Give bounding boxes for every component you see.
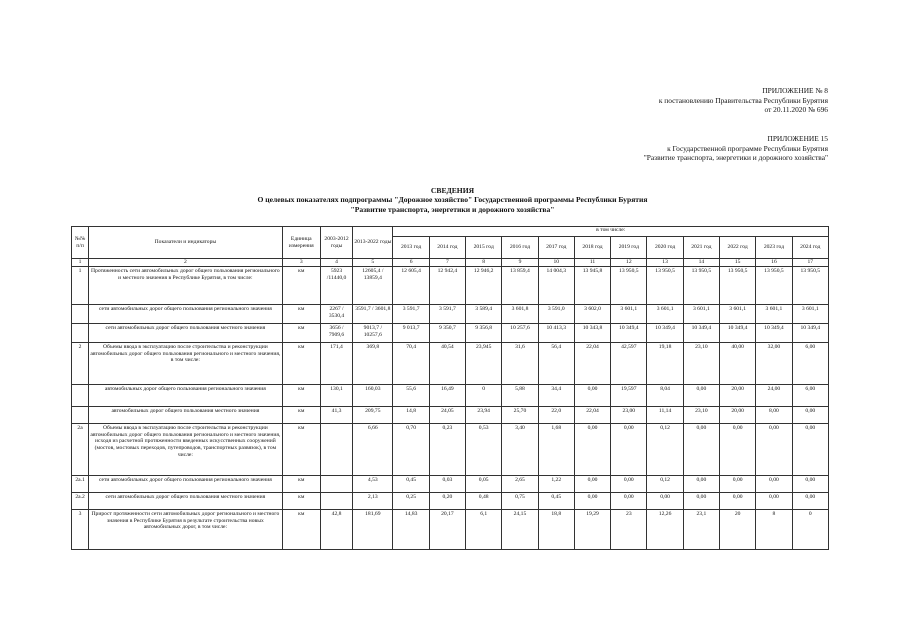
column-number: 1 — [72, 259, 89, 267]
year-value: 10 343,8 — [574, 324, 610, 343]
year-value: 0,00 — [792, 476, 828, 493]
year-value: 40,54 — [429, 343, 465, 385]
unit-cell: км — [282, 424, 320, 476]
period-2003-2012-value — [320, 476, 352, 493]
period-2013-2022-value: 3591,7 / 3601,8 — [353, 305, 393, 324]
header-year: 2013 год — [393, 237, 429, 259]
year-value: 23,10 — [683, 343, 719, 385]
column-number: 11 — [574, 259, 610, 267]
appendix-8-block — [659, 86, 828, 115]
column-number: 13 — [647, 259, 683, 267]
unit-cell: км — [282, 407, 320, 424]
year-value: 40,00 — [720, 343, 756, 385]
year-value: 0,45 — [538, 493, 574, 510]
year-value: 13 945,8 — [574, 267, 610, 305]
period-2003-2012-value: 3656 / 7909,6 — [320, 324, 352, 343]
indicator-name: Объемы ввода в эксплуатацию после строительства и реконструкции автомобильных дорог общего пользования регионального и местного значения, исходя из расчетной протяженности введенных искусственных сооружений (мостов, мостовых переходов, путепроводов, транспортных развязок), в том числе: — [89, 424, 283, 476]
appendix-8-reference: к постановлению Правительства Республики Бурятия — [658, 95, 828, 105]
period-2013-2022-value: 2,13 — [353, 493, 393, 510]
period-2003-2012-value — [320, 493, 352, 510]
header-year: 2016 год — [502, 237, 538, 259]
unit-cell: км — [282, 267, 320, 305]
period-2013-2022-value: 4,53 — [353, 476, 393, 493]
year-value: 20 — [720, 510, 756, 550]
year-value: 3 589,4 — [466, 305, 502, 324]
row-number — [72, 385, 89, 407]
year-value: 8,04 — [647, 385, 683, 407]
year-value: 0,00 — [792, 493, 828, 510]
year-value: 8,00 — [756, 407, 792, 424]
year-value: 8 — [756, 510, 792, 550]
year-value: 0,12 — [647, 424, 683, 476]
unit-cell: км — [282, 385, 320, 407]
year-value: 0,00 — [574, 385, 610, 407]
year-value: 0,00 — [574, 493, 610, 510]
column-number: 16 — [756, 259, 792, 267]
year-value: 10 349,4 — [647, 324, 683, 343]
year-value: 0,75 — [502, 493, 538, 510]
year-value: 0,00 — [683, 476, 719, 493]
table-row — [72, 476, 829, 493]
year-value: 14 004,3 — [538, 267, 574, 305]
header-year: 2019 год — [611, 237, 647, 259]
year-value: 23,1 — [683, 510, 719, 550]
year-value: 12 946,2 — [466, 267, 502, 305]
table-row — [72, 324, 829, 343]
unit-cell: км — [282, 476, 320, 493]
year-value: 19,29 — [574, 510, 610, 550]
appendix-15-title: ПРИЛОЖЕНИЕ 15 — [767, 134, 828, 143]
period-2013-2022-value: 209,75 — [353, 407, 393, 424]
row-number: 2а.2 — [72, 493, 89, 510]
column-number: 4 — [320, 259, 352, 267]
period-2003-2012-value: 171,4 — [320, 343, 352, 385]
table-row — [72, 343, 829, 385]
unit-cell: км — [282, 510, 320, 550]
year-value: 0,48 — [466, 493, 502, 510]
year-value: 24,05 — [429, 407, 465, 424]
header-including: в том числе: — [393, 227, 829, 237]
year-value: 3 602,0 — [574, 305, 610, 324]
unit-cell: км — [282, 343, 320, 385]
indicator-name: автомобильных дорог общего пользования местного значения — [89, 407, 283, 424]
year-value: 9 356,8 — [466, 324, 502, 343]
period-2013-2022-value: 12605,4 / 13859,4 — [353, 267, 393, 305]
appendix-15-program: "Развитие транспорта, энергетики и дорожного хозяйства" — [643, 153, 828, 163]
year-value: 13 950,5 — [683, 267, 719, 305]
year-value: 10 349,4 — [611, 324, 647, 343]
title-line-1: О целевых показателях подпрограммы "Дорожное хозяйство" Государственной программы Республики Бурятия — [257, 195, 648, 205]
year-value: 5,88 — [502, 385, 538, 407]
table-row — [72, 424, 829, 476]
table-body — [72, 267, 829, 550]
header-year: 2023 год — [756, 237, 792, 259]
year-value: 0 — [466, 385, 502, 407]
year-value: 0,00 — [574, 476, 610, 493]
year-value: 18,8 — [538, 510, 574, 550]
year-value: 0,53 — [466, 424, 502, 476]
unit-cell: км — [282, 493, 320, 510]
column-number: 17 — [792, 259, 828, 267]
year-value: 10 349,4 — [792, 324, 828, 343]
header-year: 2018 год — [574, 237, 610, 259]
year-value: 23,10 — [683, 407, 719, 424]
year-value: 22,0 — [538, 407, 574, 424]
title-line-2: "Развитие транспорта, энергетики и дорожного хозяйства" — [350, 204, 555, 214]
period-2013-2022-value: 369,8 — [353, 343, 393, 385]
year-value: 20,17 — [429, 510, 465, 550]
year-value: 32,00 — [756, 343, 792, 385]
year-value: 13 950,5 — [611, 267, 647, 305]
year-value: 10 349,4 — [720, 324, 756, 343]
period-2013-2022-value: 6,66 — [353, 424, 393, 476]
row-number: 1 — [72, 267, 89, 305]
column-number: 7 — [429, 259, 465, 267]
table-row — [72, 510, 829, 550]
table-row — [72, 385, 829, 407]
year-value: 1,68 — [538, 424, 574, 476]
year-value: 0,00 — [683, 493, 719, 510]
column-number: 9 — [502, 259, 538, 267]
year-value: 2,65 — [502, 476, 538, 493]
year-value: 22,04 — [574, 407, 610, 424]
indicator-name: Протяженность сети автомобильных дорог общего пользования регионального и местного значения в Республике Бурятия, в том числе: — [89, 267, 283, 305]
year-value: 10 349,4 — [683, 324, 719, 343]
year-value: 0,00 — [574, 424, 610, 476]
year-value: 19,597 — [611, 385, 647, 407]
header-year: 2022 год — [720, 237, 756, 259]
document-title — [0, 186, 905, 214]
year-value: 0,00 — [720, 424, 756, 476]
year-value: 56,4 — [538, 343, 574, 385]
year-value: 23,00 — [611, 407, 647, 424]
year-value: 3 601,1 — [792, 305, 828, 324]
header-year: 2021 год — [683, 237, 719, 259]
year-value: 0,00 — [792, 407, 828, 424]
indicator-name: Объемы ввода в эксплуатацию после строительства и реконструкции автомобильных дорог общего пользования регионального и местного значения, в том числе: — [89, 343, 283, 385]
indicator-name: сети автомобильных дорог общего пользования регионального значения — [89, 476, 283, 493]
year-value: 20,00 — [720, 407, 756, 424]
period-2013-2022-value: 181,69 — [353, 510, 393, 550]
year-value: 34,4 — [538, 385, 574, 407]
unit-cell: км — [282, 324, 320, 343]
year-value: 13 950,5 — [756, 267, 792, 305]
year-value: 0,70 — [393, 424, 429, 476]
year-value: 14,8 — [393, 407, 429, 424]
period-2003-2012-value: 5923 /11440,0 — [320, 267, 352, 305]
year-value: 3 591,7 — [429, 305, 465, 324]
year-value: 25,70 — [502, 407, 538, 424]
column-number: 5 — [353, 259, 393, 267]
indicators-table — [71, 226, 829, 550]
period-2003-2012-value: 41,3 — [320, 407, 352, 424]
row-number — [72, 407, 89, 424]
year-value: 3 601,8 — [502, 305, 538, 324]
column-number: 6 — [393, 259, 429, 267]
row-number — [72, 324, 89, 343]
year-value: 10 349,4 — [756, 324, 792, 343]
year-value: 3 591,0 — [538, 305, 574, 324]
appendix-15-reference: к Государственной программе Республики Бурятия — [667, 143, 828, 153]
year-value: 3 601,1 — [611, 305, 647, 324]
year-value: 3 601,1 — [756, 305, 792, 324]
period-2003-2012-value: 2267 / 3530,4 — [320, 305, 352, 324]
year-value: 23 — [611, 510, 647, 550]
year-value: 13 950,5 — [647, 267, 683, 305]
header-year: 2024 год — [792, 237, 828, 259]
year-value: 0,00 — [756, 476, 792, 493]
year-value: 0,03 — [429, 476, 465, 493]
year-value: 0,00 — [647, 493, 683, 510]
header-indicators: Показатели и индикаторы — [89, 227, 283, 259]
period-2003-2012-value — [320, 424, 352, 476]
indicator-name: сети автомобильных дорог общего пользования регионального значения — [89, 305, 283, 324]
year-value: 0,23 — [429, 424, 465, 476]
year-value: 70,4 — [393, 343, 429, 385]
year-value: 1,22 — [538, 476, 574, 493]
year-value: 0,20 — [429, 493, 465, 510]
row-number: 2а — [72, 424, 89, 476]
column-number: 14 — [683, 259, 719, 267]
year-value: 23,945 — [466, 343, 502, 385]
period-2003-2012-value: 42,8 — [320, 510, 352, 550]
column-number: 3 — [282, 259, 320, 267]
column-number: 8 — [466, 259, 502, 267]
year-value: 0,05 — [466, 476, 502, 493]
year-value: 0,00 — [756, 493, 792, 510]
year-value: 3 601,1 — [647, 305, 683, 324]
year-value: 13 859,4 — [502, 267, 538, 305]
year-value: 24,15 — [502, 510, 538, 550]
header-unit: Единица измерения — [282, 227, 320, 259]
year-value: 0,12 — [647, 476, 683, 493]
column-number: 15 — [720, 259, 756, 267]
indicator-name: сети автомобильных дорог общего пользования местного значения — [89, 324, 283, 343]
appendix-8-date: от 20.11.2020 № 696 — [764, 105, 828, 115]
year-value: 0,00 — [611, 424, 647, 476]
header-num: №№ п/п — [72, 227, 89, 259]
year-value: 55,6 — [393, 385, 429, 407]
header-year: 2014 год — [429, 237, 465, 259]
year-value: 9 350,7 — [429, 324, 465, 343]
year-value: 19,18 — [647, 343, 683, 385]
year-value: 0,00 — [756, 424, 792, 476]
year-value: 13 950,5 — [720, 267, 756, 305]
year-value: 0,45 — [393, 476, 429, 493]
table-row — [72, 493, 829, 510]
year-value: 13 950,5 — [792, 267, 828, 305]
header-year: 2017 год — [538, 237, 574, 259]
year-value: 0 — [792, 510, 828, 550]
year-value: 0,00 — [611, 476, 647, 493]
column-number: 12 — [611, 259, 647, 267]
table-row — [72, 407, 829, 424]
year-value: 3 601,1 — [720, 305, 756, 324]
year-value: 20,00 — [720, 385, 756, 407]
year-value: 0,00 — [720, 493, 756, 510]
year-value: 0,25 — [393, 493, 429, 510]
year-value: 12,26 — [647, 510, 683, 550]
column-numbers-row — [72, 259, 829, 267]
year-value: 24,00 — [756, 385, 792, 407]
year-value: 6,00 — [792, 343, 828, 385]
indicator-name: Прирост протяженности сети автомобильных дорог регионального и местного значения в Республике Бурятия в результате строительства новых автомобильных дорог, в том числе: — [89, 510, 283, 550]
appendix-15-block — [644, 134, 828, 163]
year-value: 0,00 — [720, 476, 756, 493]
year-value: 14,83 — [393, 510, 429, 550]
year-value: 12 942,4 — [429, 267, 465, 305]
row-number — [72, 305, 89, 324]
year-value: 22,04 — [574, 343, 610, 385]
header-period-2013-2022: 2013-2022 годы — [353, 227, 393, 259]
year-value: 6,1 — [466, 510, 502, 550]
table-row — [72, 305, 829, 324]
year-value: 0,00 — [683, 424, 719, 476]
year-value: 9 013,7 — [393, 324, 429, 343]
title-heading: СВЕДЕНИЯ — [430, 186, 475, 195]
year-value: 23,94 — [466, 407, 502, 424]
column-number: 2 — [89, 259, 283, 267]
year-value: 3 601,1 — [683, 305, 719, 324]
indicator-name: автомобильных дорог общего пользования регионального значения — [89, 385, 283, 407]
year-value: 0,00 — [683, 385, 719, 407]
year-value: 6,00 — [792, 385, 828, 407]
unit-cell: км — [282, 305, 320, 324]
header-year: 2015 год — [466, 237, 502, 259]
year-value: 0,00 — [611, 493, 647, 510]
year-value: 0,00 — [792, 424, 828, 476]
year-value: 11,14 — [647, 407, 683, 424]
period-2003-2012-value: 130,1 — [320, 385, 352, 407]
header-year: 2020 год — [647, 237, 683, 259]
year-value: 3,40 — [502, 424, 538, 476]
row-number: 2 — [72, 343, 89, 385]
appendix-8-title: ПРИЛОЖЕНИЕ № 8 — [762, 86, 828, 95]
year-value: 31,6 — [502, 343, 538, 385]
year-value: 3 591,7 — [393, 305, 429, 324]
header-period-2003-2012: 2003-2012 годы — [320, 227, 352, 259]
year-value: 12 605,4 — [393, 267, 429, 305]
period-2013-2022-value: 9013,7 / 10257,6 — [353, 324, 393, 343]
year-value: 10 413,3 — [538, 324, 574, 343]
row-number: 3 — [72, 510, 89, 550]
year-value: 16,49 — [429, 385, 465, 407]
period-2013-2022-value: 160,03 — [353, 385, 393, 407]
year-value: 42,597 — [611, 343, 647, 385]
table-row — [72, 267, 829, 305]
column-number: 10 — [538, 259, 574, 267]
indicator-name: сети автомобильных дорог общего пользования местного значения — [89, 493, 283, 510]
year-value: 10 257,6 — [502, 324, 538, 343]
row-number: 2а.1 — [72, 476, 89, 493]
